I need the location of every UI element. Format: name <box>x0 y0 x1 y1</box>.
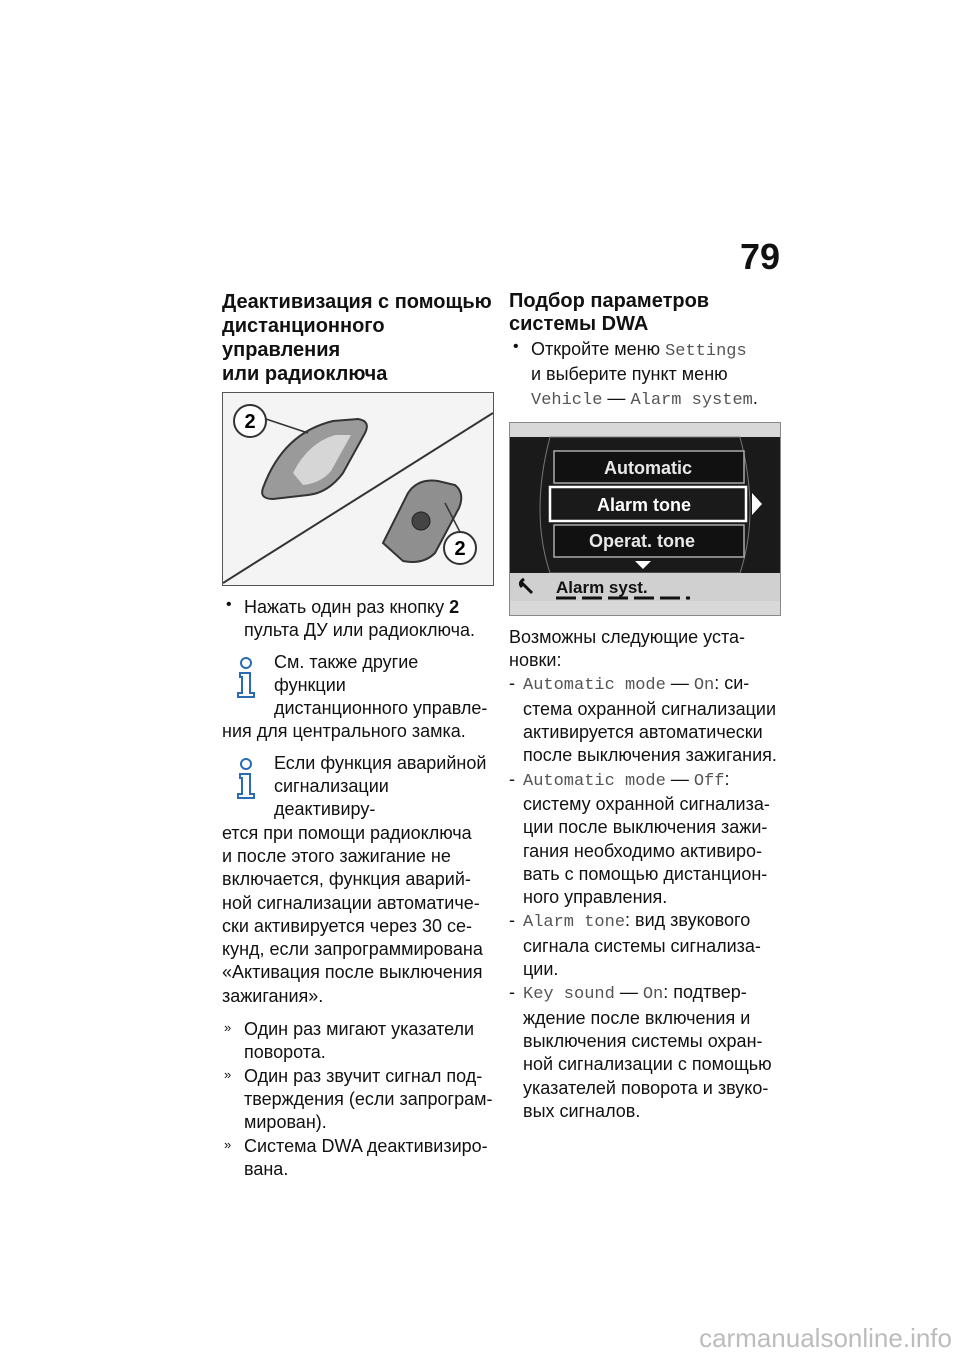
option-automatic-mode-off: - Automatic mode — Off: систему охранной сигнализа- ции после выключения зажи- гания необходимо активиро- вать с помощью дистанцион- ного управления. <box>509 768 770 908</box>
result-item: » Система DWA деактивизиро- вана. <box>224 1135 488 1179</box>
info-note-1: См. также другие функции дистанционного управле- ния для центрального замка. <box>222 651 488 742</box>
section-heading-deactivation: Деактивизация с помощью дистанционного управления или радиоключа <box>222 291 492 385</box>
callout-label: 2 <box>244 411 256 433</box>
menu-item-automatic: Automatic <box>603 457 693 478</box>
info-icon <box>228 655 264 699</box>
info-note-2: Если функция аварийной сигнализации деактивиру- ется при помощи радиоключа и после этого зажигание не включается, функция аварий- ной сигнализации автоматиче- ски активируется через 30 се- кунд, если запрограммирована «Активация после выключения зажигания». <box>222 752 487 1006</box>
menu-footer-title: Alarm syst. <box>556 577 648 597</box>
info-icon <box>228 756 264 800</box>
result-item: » Один раз мигают указатели поворота. <box>224 1019 475 1063</box>
section-heading-dwa-settings: Подбор параметров системы DWA <box>509 290 710 335</box>
page-number: 79 <box>739 236 780 277</box>
idrive-screen-figure <box>509 422 781 616</box>
menu-item-alarm-tone: Alarm tone <box>596 494 692 515</box>
settings-intro: Возможны следующие уста- новки: <box>509 626 746 671</box>
menu-item-operat-tone: Operat. tone <box>588 530 696 551</box>
key-remote-figure <box>222 392 494 586</box>
watermark: carmanualsonline.info <box>699 1323 952 1353</box>
left-column <box>222 290 494 1181</box>
option-automatic-mode-on: - Automatic mode — On: си- стема охранной сигнализации активируется автоматически после выключения зажигания. <box>509 673 777 766</box>
option-alarm-tone: - Alarm tone: вид звукового сигнала системы сигнализа- ции. <box>509 910 761 980</box>
callout-label: 2 <box>454 538 466 560</box>
option-key-sound-on: - Key sound — On: подтвер- ждение после включения и выключения системы охран- ной сигнализации с помощью указателей поворота и звуко- вых сигналов. <box>509 982 772 1121</box>
right-column <box>509 290 781 1123</box>
step-press-button: • Нажать один раз кнопку 2 пульта ДУ или радиоключа. <box>226 596 475 641</box>
result-item: » Один раз звучит сигнал под- тверждения (если запрограм- мирован). <box>224 1065 493 1133</box>
step-open-menu: • Откройте меню Settings и выберите пункт меню Vehicle — Alarm system. <box>513 338 758 410</box>
